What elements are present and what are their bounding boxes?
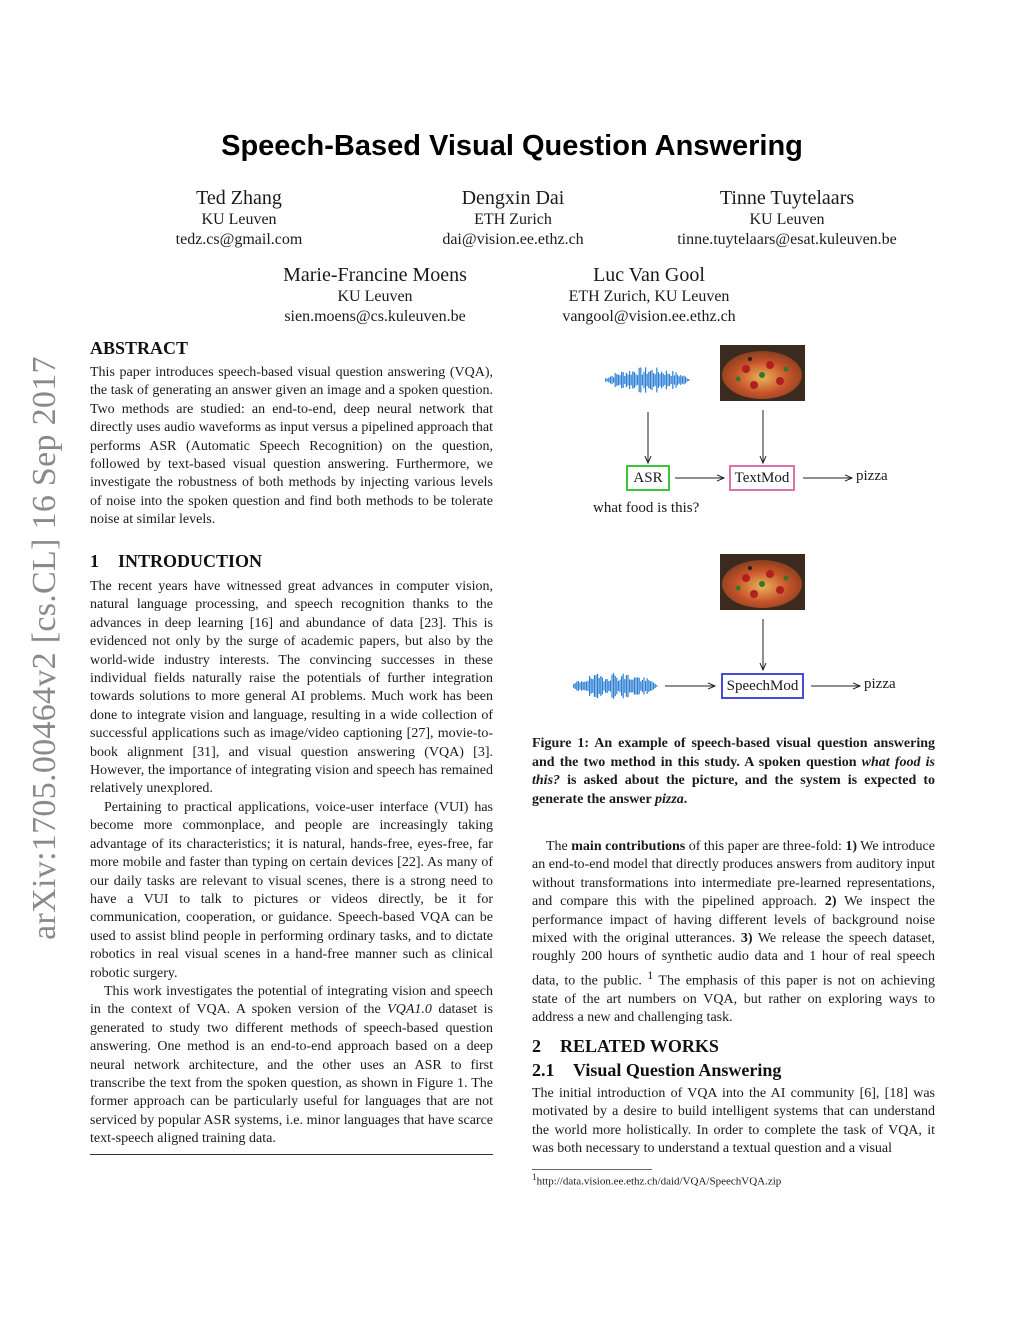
section-title: RELATED WORKS	[560, 1036, 719, 1056]
pizza-image	[720, 554, 805, 610]
text-run: dataset is generated to study two different methods of speech-based question answering. One method is an end-to-end approach based on a deep neural network architecture, and the other uses an ASR to first transcribe the text from the spoken question, as shown in Figure 1. The former approach can be particularly useful for languages that are not serviced by popular ASR systems, i.e. minor languages that have scarce text-speech aligned training data.	[90, 1002, 493, 1147]
question-text: what food is this?	[593, 500, 700, 516]
subsection-heading	[532, 1060, 935, 1081]
related-text: The initial introduction of VQA into the AI community [6], [18] was motivated by a desire to build intelligent systems that can understand the world more holistically. In order to complete the task of VQA, it was both necessary to understand a textual question and a visual	[532, 1086, 935, 1157]
paragraph	[532, 838, 935, 1028]
author-name: Tinne Tuytelaars	[719, 187, 855, 209]
author-affiliation: KU Leuven	[201, 211, 277, 228]
textmod-label: TextMod	[732, 468, 792, 488]
author-name: Ted Zhang	[196, 187, 282, 209]
footnote-url[interactable]: http://data.vision.ee.ethz.ch/daid/VQA/SpeechVQA.zip	[536, 1175, 782, 1188]
text-run: This work investigates the potential of integrating vision and speech in the context of VQA. A spoken version of the	[90, 983, 493, 1018]
author-affiliation: KU Leuven	[337, 288, 413, 305]
footnote-mark: 1	[532, 1172, 537, 1182]
author-email[interactable]: vangool@vision.ee.ethz.ch	[562, 308, 736, 325]
author-affiliation: KU Leuven	[749, 211, 825, 228]
arxiv-stamp-text: arXiv:1705.00464v2 [cs.CL] 16 Sep 2017	[26, 356, 63, 940]
text-bold: 2)	[824, 894, 837, 910]
footnote-ref[interactable]: 1	[647, 968, 654, 982]
author-block	[597, 186, 977, 250]
paper-title: Speech-Based Visual Question Answering	[221, 130, 803, 162]
speechmod-label: SpeechMod	[724, 676, 801, 696]
contributions-paragraph	[532, 838, 935, 1028]
author-name: Luc Van Gool	[593, 264, 705, 286]
abstract-heading: ABSTRACT	[90, 338, 189, 358]
abstract-section	[90, 338, 493, 530]
waveform-icon	[604, 367, 689, 392]
text-run: of this paper are three-fold:	[685, 839, 846, 854]
related-section	[532, 1036, 935, 1159]
caption-answer: pizza	[655, 791, 684, 807]
paragraph: The recent years have witnessed great advances in computer vision, natural language processing, and speech recognition thanks to the advances in deep learning [16] and abundance of data [23]. This is evidenced not only by the surge of academic papers, but also by the world-wide industry interests. The convincing successes in these individual fields naturally raise the potentials of further integration towards solutions to more general AI problems. Much work has been done to integrate vision and language, resulting in a wide collection of successful applications such as image/video captioning [27], movie-to-book alignment [31], and visual question answering (VQA) [3]. However, the importance of integrating vision and speech has remained relatively unexplored.	[90, 579, 493, 797]
figure-1	[532, 338, 935, 718]
waveform-icon	[572, 673, 657, 699]
related-heading	[532, 1036, 935, 1057]
figure-diagram	[532, 338, 935, 718]
dataset-name: VQA1.0	[387, 1002, 432, 1018]
column-divider	[90, 1154, 493, 1155]
asr-label: ASR	[629, 468, 667, 488]
subsection-number: 2.1	[532, 1060, 555, 1080]
footnote-divider	[532, 1169, 652, 1170]
footnote	[532, 1172, 781, 1188]
author-affiliation: ETH Zurich	[474, 211, 552, 228]
text-bold: 3)	[740, 931, 753, 947]
author-block	[459, 263, 839, 327]
text-run: The emphasis of this paper is not on achieving state of the art numbers on VQA, but rather on exploring ways to address a new and challenging task.	[532, 973, 935, 1026]
text-bold: main contributions	[571, 839, 686, 854]
caption-question: what food is this?	[532, 754, 935, 788]
paragraph	[90, 983, 493, 1149]
section-number: 1	[90, 551, 99, 571]
caption-text: Figure 1: An example of speech-based visual question answering and the two method in this study. A spoken question	[532, 736, 935, 770]
author-email[interactable]: tinne.tuytelaars@esat.kuleuven.be	[677, 231, 897, 248]
caption-text: is asked about the picture, and the system is expected to generate the answer	[532, 773, 935, 807]
answer-top: pizza	[856, 468, 888, 484]
author-email[interactable]: tedz.cs@gmail.com	[175, 231, 303, 248]
author-affiliation: ETH Zurich, KU Leuven	[568, 288, 730, 305]
intro-body	[90, 578, 493, 1149]
author-name: Dengxin Dai	[461, 187, 565, 209]
caption-text: .	[683, 791, 688, 807]
author-email[interactable]: dai@vision.ee.ethz.ch	[442, 231, 584, 248]
text-run: We introduce an end-to-end model that directly produces answers from auditory input without transformations into intermediate pre-learned representations, and compare this with the pipelined approach.	[532, 839, 935, 910]
text-run: We inspect the performance impact of having different levels of background noise mixed with the original utterances.	[532, 894, 936, 947]
author-name: Marie-Francine Moens	[283, 264, 467, 286]
text-run: We release the speech dataset, roughly 200 hours of synthetic audio data and 1 hour of real speech data, to the public.	[532, 931, 935, 989]
intro-heading	[90, 551, 493, 572]
pizza-image	[720, 345, 805, 401]
figure-caption	[532, 735, 935, 809]
author-email[interactable]: sien.moens@cs.kuleuven.be	[284, 308, 466, 325]
text-run: The	[546, 839, 572, 854]
answer-bottom: pizza	[864, 676, 896, 692]
abstract-text: This paper introduces speech-based visual question answering (VQA), the task of generating an answer given an image and a spoken question. Two methods are studied: an end-to-end, deep neural network that directly uses audio waveforms as input versus a pipelined approach that performs ASR (Automatic Speech Recognition) on the question, followed by text-based visual question answering. Furthermore, we investigate the robustness of both methods by injecting various levels of noise into the spoken question and find both methods to be tolerate noise at similar levels.	[90, 365, 493, 528]
intro-section	[90, 551, 493, 1149]
subsection-title: Visual Question Answering	[573, 1060, 782, 1080]
section-number: 2	[532, 1036, 541, 1056]
section-title: INTRODUCTION	[118, 551, 263, 571]
paragraph: Pertaining to practical applications, voice-user interface (VUI) has become more commonplace, and people are increasingly taking advantage of its characteristics; it is natural, hands-free, eyes-free, far more mobile and faster than typing on certain devices [22]. As many of our daily tasks are relevant to visual scenes, there is a strong need to have a VUI to talk to pictures or videos directly, be it for communication, cooperation, or guidance. Speech-based VQA can be used to assist blind people in performing ordinary tasks, and to dictate robotics in real visual scenes in a hand-free manner such as clinical robotic surgery.	[90, 799, 493, 981]
text-bold: 1)	[845, 839, 858, 854]
